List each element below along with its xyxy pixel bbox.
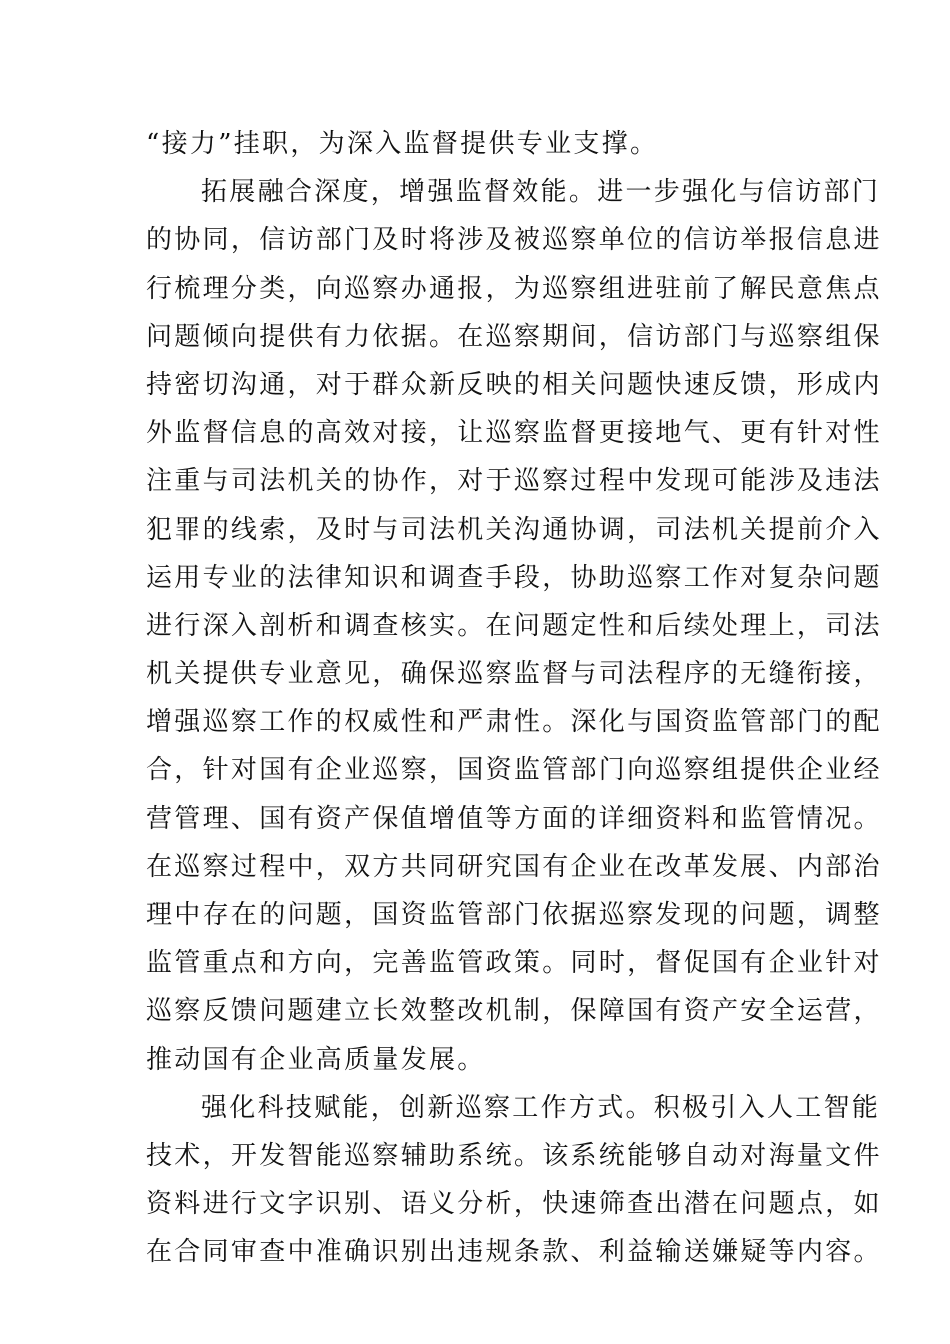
text-line: 行梳理分类，向巡察办通报，为巡察组进驻前了解民意焦点 — [146, 273, 882, 304]
text-line: 机关提供专业意见，确保巡察监督与司法程序的无缝衔接， — [146, 659, 882, 690]
text-line: 在巡察过程中，双方共同研究国有企业在改革发展、内部治 — [146, 851, 882, 882]
text-line: 技术，开发智能巡察辅助系统。该系统能够自动对海量文件 — [146, 1140, 882, 1171]
paragraph-start-line: 强化科技赋能，创新巡察工作方式。积极引入人工智能 — [201, 1092, 881, 1123]
text-line: 犯罪的线索，及时与司法机关沟通协调，司法机关提前介入 — [146, 514, 882, 545]
text-line: 推动国有企业高质量发展。 — [146, 1044, 486, 1075]
text-line: 进行深入剖析和调查核实。在问题定性和后续处理上，司法 — [146, 610, 882, 641]
paragraph-start-line: 拓展融合深度，增强监督效能。进一步强化与信访部门 — [201, 177, 881, 208]
text-line: 问题倾向提供有力依据。在巡察期间，信访部门与巡察组保 — [146, 321, 882, 352]
text-line: “接力”挂职，为深入监督提供专业支撑。 — [146, 129, 659, 159]
text-line: 的协同，信访部门及时将涉及被巡察单位的信访举报信息进 — [146, 225, 882, 256]
text-line: 合，针对国有企业巡察，国资监管部门向巡察组提供企业经 — [146, 755, 882, 786]
text-line: 在合同审查中准确识别出违规条款、利益输送嫌疑等内容。 — [146, 1237, 882, 1268]
text-line: 注重与司法机关的协作，对于巡察过程中发现可能涉及违法 — [146, 466, 882, 497]
text-line: 巡察反馈问题建立长效整改机制，保障国有资产安全运营， — [146, 996, 882, 1027]
text-line: 外监督信息的高效对接，让巡察监督更接地气、更有针对性 — [146, 418, 882, 449]
text-line: 持密切沟通，对于群众新反映的相关问题快速反馈，形成内 — [146, 369, 882, 400]
document-body — [146, 120, 882, 1277]
text-line: 营管理、国有资产保值增值等方面的详细资料和监管情况。 — [146, 803, 882, 834]
text-line: 监管重点和方向，完善监管政策。同时，督促国有企业针对 — [146, 948, 882, 979]
text-line: 运用专业的法律知识和调查手段，协助巡察工作对复杂问题 — [146, 562, 882, 593]
text-line: 增强巡察工作的权威性和严肃性。深化与国资监管部门的配 — [146, 707, 882, 738]
text-line: 资料进行文字识别、语义分析，快速筛查出潜在问题点，如 — [146, 1189, 882, 1220]
text-line: 理中存在的问题，国资监管部门依据巡察发现的问题，调整 — [146, 900, 882, 930]
